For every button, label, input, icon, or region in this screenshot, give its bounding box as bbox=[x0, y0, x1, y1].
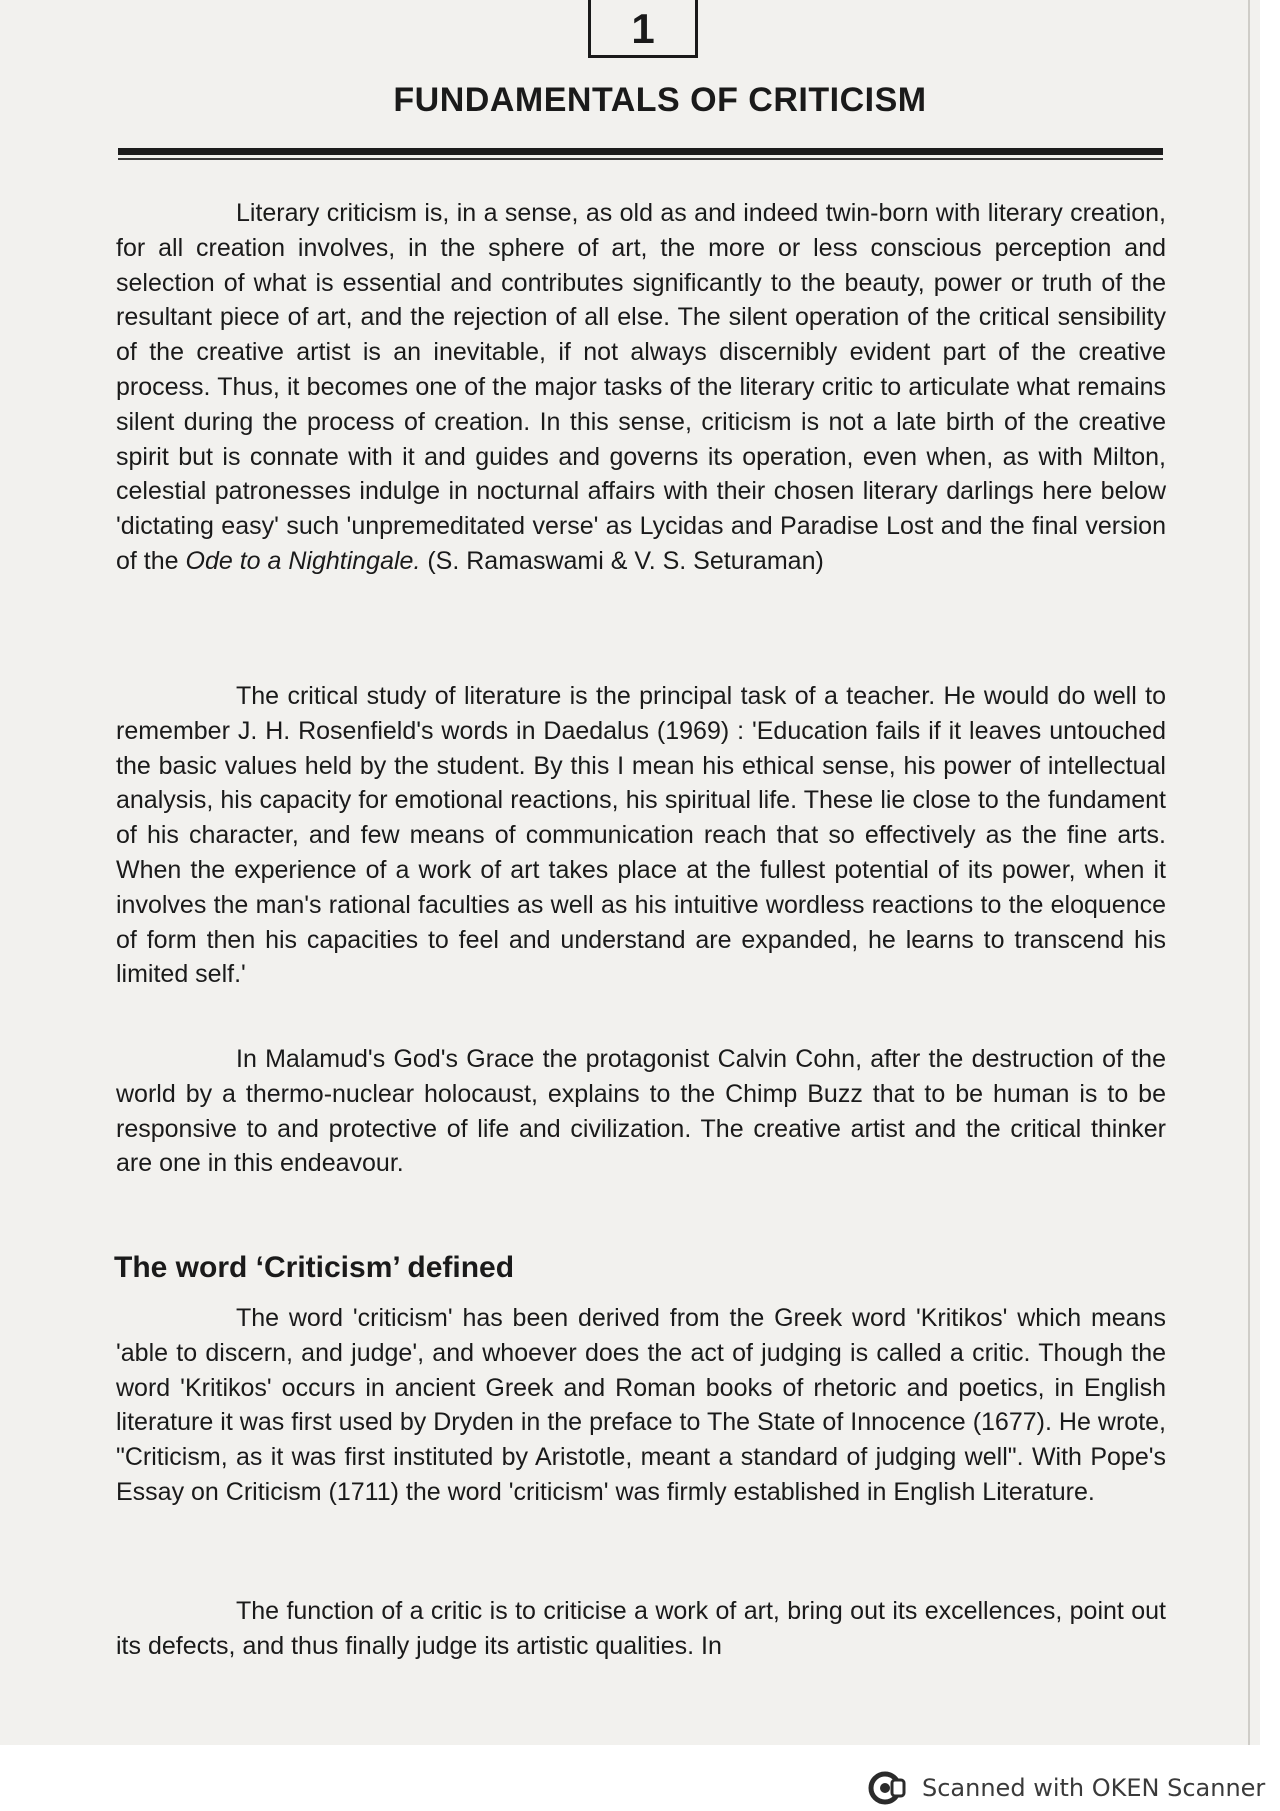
chapter-title: FUNDAMENTALS OF CRITICISM bbox=[393, 81, 927, 119]
paragraph-1 bbox=[116, 196, 1166, 579]
page-edge bbox=[1248, 0, 1250, 1745]
paragraph-1-italic-title: Ode to a Nightingale. bbox=[185, 546, 421, 575]
paragraph-2: The critical study of literature is the principal task of a teacher. He would do well to remember J. H. Rosenfield's words in Daedalus (1969) : 'Education fails if it leaves untouched the basic values held by the student. By this I mean his ethical sense, his power of intellectual analysis, his capacity for emotional reactions, his spiritual life. These lie close to the fundament of his character, and few means of communication reach that so effectively as the fine arts. When the experience of a work of art takes place at the fullest potential of its power, when it involves the man's rational faculties as well as his intuitive wordless reactions to the eloquence of form then his capacities to feel and understand are expanded, he learns to transcend his limited self.' bbox=[116, 682, 1166, 989]
section-heading: The word ‘Criticism’ defined bbox=[114, 1251, 515, 1284]
title-rule-thick bbox=[118, 148, 1163, 155]
scanner-watermark bbox=[868, 1768, 1265, 1808]
oken-scanner-logo-icon bbox=[868, 1768, 908, 1808]
title-rule-thin bbox=[118, 158, 1163, 160]
paragraph-3: In Malamud's God's Grace the protagonist Calvin Cohn, after the destruction of the world by a thermo-nuclear holocaust, explains to the Chimp Buzz that to be human is to be responsive to and protective of life and civilization. The creative artist and the critical thinker are one in this endeavour. bbox=[116, 1045, 1166, 1178]
scanner-watermark-text: Scanned with OKEN Scanner bbox=[922, 1774, 1266, 1802]
paragraph-1-citation: (S. Ramaswami & V. S. Seturaman) bbox=[427, 546, 824, 575]
paragraph-4: The word 'criticism' has been derived from the Greek word 'Kritikos' which means 'able to discern, and judge', and whoever does the act of judging is called a critic. Though the word 'Kritikos' occurs in ancient Greek and Roman books of rhetoric and poetics, in English literature it was first used by Dryden in the preface to The State of Innocence (1677). He wrote, "Criticism, as it was first instituted by Aristotle, meant a standard of judging well". With Pope's Essay on Criticism (1711) the word 'criticism' was firmly established in English Literature. bbox=[116, 1304, 1166, 1506]
paragraph-1-body: Literary criticism is, in a sense, as old as and indeed twin-born with literary creation, for all creation involves, in the sphere of art, the more or less conscious perception and selection of what is essential and contributes significantly to the beauty, power or truth of the resultant piece of art, and the rejection of all else. The silent operation of the critical sensibility of the creative artist is an inevitable, if not always discernibly evident part of the creative process. Thus, it becomes one of the major tasks of the literary critic to articulate what remains silent during the process of creation. In this sense, criticism is not a late birth of the creative spirit but is connate with it and guides and governs its operation, even when, as with Milton, celestial patronesses indulge in nocturnal affairs with their chosen literary darlings here below 'dictating easy' such 'unpremeditated verse' as Lycidas and Paradise Lost and the final version of the bbox=[116, 199, 1166, 575]
chapter-number: 1 bbox=[588, 0, 698, 58]
paragraph-5: The function of a critic is to criticise a work of art, bring out its excellences, point out its defects, and thus finally judge its artistic qualities. In bbox=[116, 1597, 1166, 1660]
